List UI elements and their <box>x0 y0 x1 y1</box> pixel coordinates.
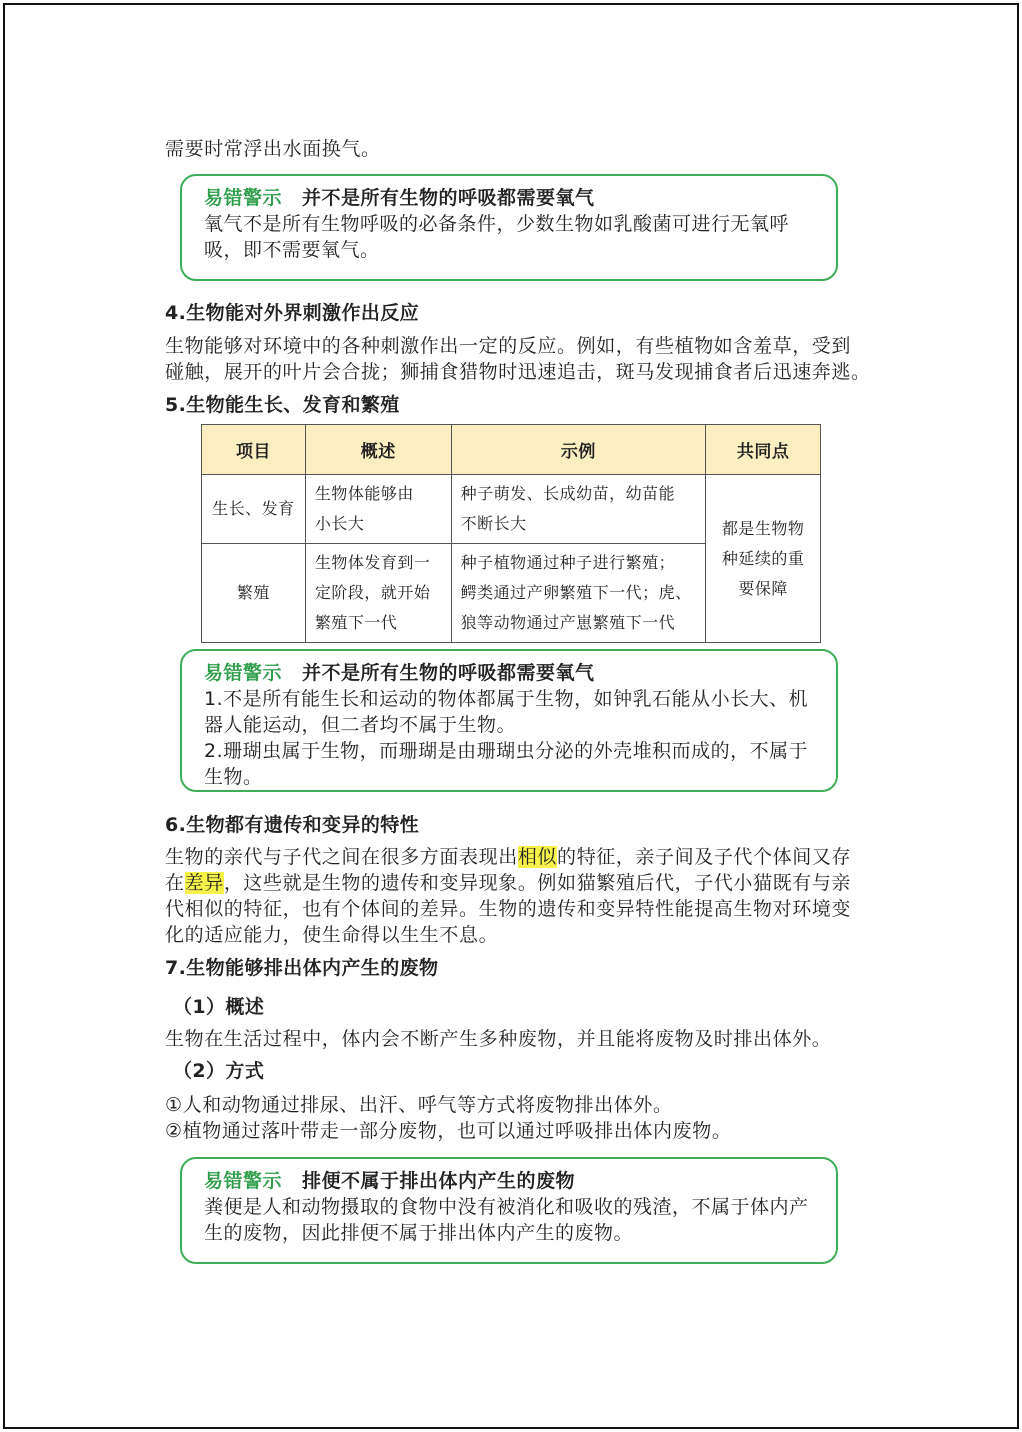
callout-title: 排便不属于排出体内产生的废物 <box>302 1170 576 1192</box>
table-header-cell: 项目 <box>202 425 306 475</box>
text-run: 生物的亲代与子代之间在很多方面表现出 <box>165 846 518 868</box>
text-run: 在 <box>165 872 185 894</box>
table-row <box>202 475 821 544</box>
cell-line: 种延续的重 <box>721 548 805 568</box>
text-run: ，这些就是生物的遗传和变异现象。例如猫繁殖后代，子代小猫既有与亲 <box>223 872 852 894</box>
callout-text: 氧气不是所有生物呼吸的必备条件，少数生物如乳酸菌可进行无氧呼 <box>204 213 790 235</box>
section-heading: 4.生物能对外界刺激作出反应 <box>165 302 420 324</box>
table-cell <box>305 475 451 544</box>
cell-line: 定阶段，就开始 <box>314 583 431 602</box>
table-cell <box>305 544 451 643</box>
callout-title: 并不是所有生物的呼吸都需要氧气 <box>302 187 595 209</box>
cell-line: 生物体能够由 <box>314 484 414 503</box>
warning-tag: 易错警示 <box>204 662 283 684</box>
section-heading: 7.生物能够排出体内产生的废物 <box>165 957 439 979</box>
paragraph-line: 碰触，展开的叶片会合拢；狮捕食猎物时迅速追击，斑马发现捕食者后迅速奔逃。 <box>165 361 871 383</box>
callout-text: 器人能运动，但二者均不属于生物。 <box>204 714 517 736</box>
cell-line: 狼等动物通过产崽繁殖下一代 <box>460 613 676 632</box>
paragraph-line: 代相似的特征，也有个体间的差异。生物的遗传和变异特性能提高生物对环境变 <box>165 898 852 920</box>
cell-line: 生物体发育到一 <box>314 553 431 572</box>
warning-callout-3 <box>180 1157 838 1264</box>
paragraph-line <box>165 870 851 896</box>
growth-table <box>201 424 821 643</box>
callout-text: 吸，即不需要氧气。 <box>204 239 380 261</box>
list-item: ①人和动物通过排尿、出汗、呼气等方式将废物排出体外。 <box>165 1094 673 1116</box>
callout-text: 1.不是所有能生长和运动的物体都属于生物，如钟乳石能从小长大、机 <box>204 688 809 710</box>
section-heading: 5.生物能生长、发育和繁殖 <box>165 394 400 416</box>
intro-text: 需要时常浮出水面换气。 <box>165 138 381 160</box>
warning-callout-1 <box>180 174 838 281</box>
table-header-cell: 共同点 <box>706 425 821 475</box>
callout-text: 2.珊瑚虫属于生物，而珊瑚是由珊瑚虫分泌的外壳堆积而成的，不属于 <box>204 740 809 762</box>
callout-text: 粪便是人和动物摄取的食物中没有被消化和吸收的残渣，不属于体内产 <box>204 1196 809 1218</box>
cell-line: 要保障 <box>738 578 788 598</box>
warning-callout-2 <box>180 649 838 792</box>
cell-line: 种子植物通过种子进行繁殖； <box>460 553 676 572</box>
table-header-row <box>202 425 821 475</box>
list-item: ②植物通过落叶带走一部分废物，也可以通过呼吸排出体内废物。 <box>165 1120 732 1142</box>
callout-header <box>204 1168 575 1194</box>
table-cell: 生长、发育 <box>202 475 306 544</box>
paragraph-line: 生物在生活过程中，体内会不断产生多种废物，并且能将废物及时排出体外。 <box>165 1028 832 1050</box>
callout-header <box>204 660 595 686</box>
cell-line: 鳄类通过产卵繁殖下一代；虎、 <box>460 583 692 602</box>
table-cell <box>451 475 706 544</box>
cell-line: 小长大 <box>314 514 365 533</box>
table-header-cell: 概述 <box>305 425 451 475</box>
highlighted-term: 差异 <box>184 872 224 894</box>
warning-tag: 易错警示 <box>204 187 283 209</box>
cell-line: 种子萌发、长成幼苗，幼苗能 <box>460 484 676 503</box>
sub-heading: （1）概述 <box>173 996 265 1018</box>
sub-heading: （2）方式 <box>173 1060 265 1082</box>
warning-tag: 易错警示 <box>204 1170 283 1192</box>
paragraph-line: 化的适应能力，使生命得以生生不息。 <box>165 924 499 946</box>
table-cell-common <box>706 475 821 643</box>
callout-text: 生物。 <box>204 766 263 788</box>
cell-line: 繁殖下一代 <box>314 613 398 632</box>
table-cell <box>451 544 706 643</box>
callout-header <box>204 185 595 211</box>
paragraph-line <box>165 844 851 870</box>
callout-title: 并不是所有生物的呼吸都需要氧气 <box>302 662 595 684</box>
table-header-cell: 示例 <box>451 425 706 475</box>
paragraph-line: 生物能够对环境中的各种刺激作出一定的反应。例如，有些植物如含羞草，受到 <box>165 335 852 357</box>
table-cell: 繁殖 <box>202 544 306 643</box>
cell-line: 都是生物物 <box>721 518 805 538</box>
text-run: 的特征，亲子间及子代个体间又存 <box>557 846 852 868</box>
callout-text: 生的废物，因此排便不属于排出体内产生的废物。 <box>204 1222 634 1244</box>
section-heading: 6.生物都有遗传和变异的特性 <box>165 814 420 836</box>
cell-line: 不断长大 <box>460 514 527 533</box>
highlighted-term: 相似 <box>517 846 558 868</box>
